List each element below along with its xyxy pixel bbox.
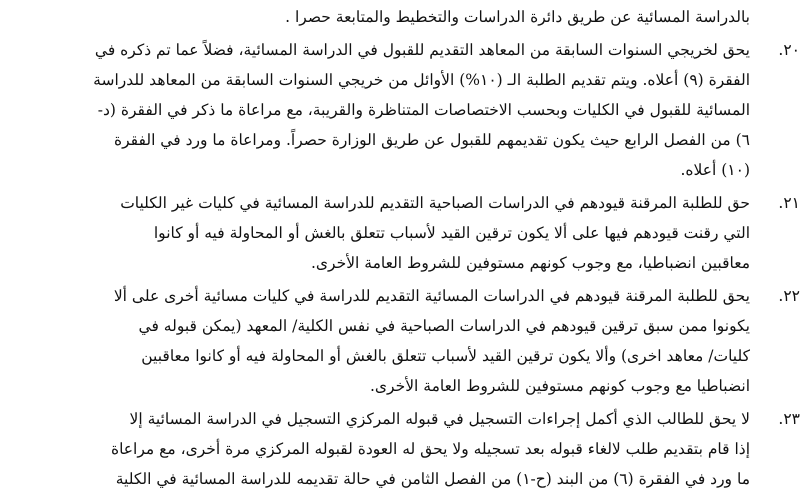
text-line-6 (0, 155, 800, 185)
line-text: بالدراسة المسائية عن طريق دائرة الدراسات والتخطيط والمتابعة حصرا . (285, 8, 750, 26)
text-line-9 (0, 248, 800, 278)
text-line-2 (0, 35, 800, 65)
line-text: يحق لخريجي السنوات السابقة من المعاهد التقديم للقبول في الدراسة المسائية، فضلاً عما تم ذكره في (94, 41, 750, 59)
line-text: يحق للطلبة المرقنة قيودهم في الدراسات المسائية التقديم للدراسة في كليات مسائية أخرى على ألا (113, 287, 750, 305)
line-text: لا يحق للطالب الذي أكمل إجراءات التسجيل في قبوله المركزي التسجيل في الدراسة المسائية إلا (129, 410, 750, 428)
line-text: ٦) من الفصل الرابع حيث يكون تقديمهم للقبول عن طريق الوزارة حصراً. ومراعاة ما ورد في الفقرة (114, 131, 750, 149)
line-text: معاقبين انضباطيا، مع وجوب كونهم مستوفين للشروط العامة الأخرى. (311, 254, 750, 272)
line-text: إذا قام بتقديم طلب لالغاء قبوله بعد تسجيله ولا يحق له العودة لقبوله المركزي مرة أخرى، مع مراعاة (110, 440, 750, 458)
text-line-13 (0, 371, 800, 401)
text-line-14 (0, 404, 800, 434)
text-line-4 (0, 95, 800, 125)
line-text: حق للطلبة المرقنة قيودهم في الدراسات الصباحية التقديم للدراسة المسائية في كليات غير الكليات (120, 194, 750, 212)
line-text: انضباطيا مع وجوب كونهم مستوفين للشروط العامة الأخرى. (370, 377, 750, 395)
text-line-10 (0, 281, 800, 311)
line-text: (١٠) أعلاه. (680, 161, 750, 179)
text-line-12 (0, 341, 800, 371)
text-line-16 (0, 464, 800, 494)
text-line-7 (0, 188, 800, 218)
line-text: كليات/ معاهد اخرى) وألا يكون ترقين القيد لأسباب تتعلق بالغش أو المحاولة فيه أو كانوا معاقبين (141, 347, 750, 365)
line-text: التي رقنت قيودهم فيها على ألا يكون ترقين القيد لأسباب تتعلق بالغش أو المحاولة فيه أو كانوا (153, 224, 750, 242)
text-line-15 (0, 434, 800, 464)
text-line-3 (0, 65, 800, 95)
line-text: ما ورد في الفقرة (٦) من البند (ح-١) من الفصل الثامن في حالة تقديمه للدراسة المسائية في الكلية (115, 470, 750, 488)
paragraph-number: ٢٣. (778, 410, 800, 428)
paragraph-number: ٢٠. (778, 41, 800, 59)
line-text: المسائية للقبول في الكليات وبحسب الاختصاصات المتناظرة والقريبة، مع مراعاة ما ذكر في الفقرة (د- (97, 101, 750, 119)
line-text: الفقرة (٩) أعلاه. ويتم تقديم الطلبة الـ (١٠%) الأوائل من خريجي السنوات السابقة من المعاهد للدراسة (93, 71, 750, 89)
line-text: يكونوا ممن سبق ترقين قيودهم في الدراسات الصباحية في نفس الكلية/ المعهد (يمكن قبوله في (138, 317, 750, 335)
paragraph-number: ٢١. (778, 194, 800, 212)
text-line-8 (0, 218, 800, 248)
paragraph-number: ٢٢. (778, 287, 800, 305)
text-line-5 (0, 125, 800, 155)
text-line-1 (0, 2, 800, 32)
text-line-11 (0, 311, 800, 341)
